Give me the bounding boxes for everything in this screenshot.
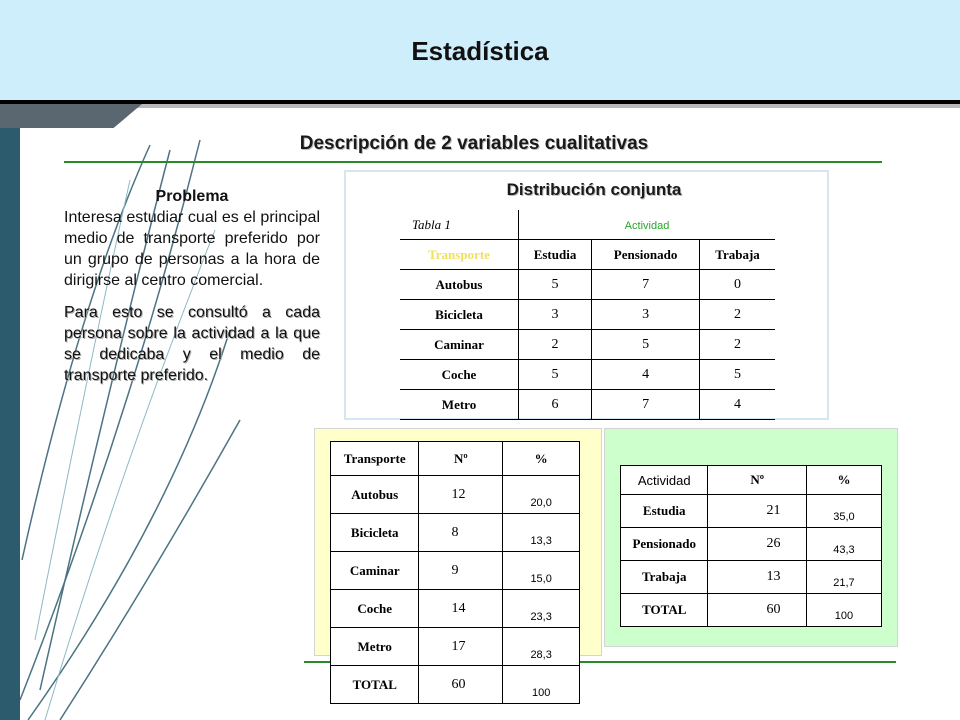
column-header: % bbox=[503, 442, 580, 476]
count-cell: 60 bbox=[708, 594, 806, 627]
joint-distribution-table bbox=[400, 210, 775, 420]
column-group-header bbox=[519, 210, 776, 240]
row-label: Bicicleta bbox=[400, 300, 519, 330]
table-row bbox=[621, 495, 882, 528]
table-row bbox=[621, 561, 882, 594]
problem-title: Problema bbox=[155, 188, 229, 205]
count-cell: 17 bbox=[419, 628, 503, 666]
count-cell: 60 bbox=[419, 666, 503, 704]
percent-cell: 21,7 bbox=[806, 561, 881, 594]
table-cell: 2 bbox=[519, 330, 592, 360]
activity-frequency-table bbox=[620, 465, 882, 627]
table-cell: 2 bbox=[700, 300, 775, 330]
count-cell: 14 bbox=[419, 590, 503, 628]
count-cell: 9 bbox=[419, 552, 503, 590]
table-cell: 5 bbox=[700, 360, 775, 390]
actividad-label: Actividad bbox=[624, 219, 670, 232]
column-header: Trabaja bbox=[700, 240, 775, 270]
table-row bbox=[621, 466, 882, 495]
row-header-transporte: Transporte bbox=[400, 240, 519, 270]
table-cell: 2 bbox=[700, 330, 775, 360]
transport-frequency-table bbox=[330, 441, 580, 704]
table-row bbox=[400, 360, 775, 390]
row-label: Metro bbox=[331, 628, 419, 666]
problem-paragraph-1: Interesa estudiar cual es el principal medio de transporte preferido por un grupo de personas a la hora de dirigirse al centro comercial. bbox=[64, 209, 320, 289]
top-rule bbox=[64, 161, 882, 163]
table-row bbox=[331, 476, 580, 514]
table-cell: 7 bbox=[592, 390, 700, 420]
column-header: Transporte bbox=[331, 442, 419, 476]
column-header: Nº bbox=[419, 442, 503, 476]
count-cell: 13 bbox=[708, 561, 806, 594]
curve-4 bbox=[60, 420, 240, 720]
joint-distribution-title: Distribución conjunta bbox=[506, 180, 682, 199]
row-label: Autobus bbox=[331, 476, 419, 514]
table-row bbox=[621, 594, 882, 627]
table-cell: 3 bbox=[592, 300, 700, 330]
percent-cell: 35,0 bbox=[806, 495, 881, 528]
column-header: Actividad bbox=[621, 466, 708, 495]
problem-block bbox=[64, 186, 320, 386]
percent-cell: 20,0 bbox=[503, 476, 580, 514]
column-header: % bbox=[806, 466, 881, 495]
count-cell: 8 bbox=[419, 514, 503, 552]
table-row bbox=[400, 330, 775, 360]
table-cell: 4 bbox=[592, 360, 700, 390]
table-cell: 5 bbox=[519, 270, 592, 300]
count-cell: 26 bbox=[708, 528, 806, 561]
row-label: Bicicleta bbox=[331, 514, 419, 552]
table-cell: 4 bbox=[700, 390, 775, 420]
table-row bbox=[400, 390, 775, 420]
table-row bbox=[331, 514, 580, 552]
row-label: Autobus bbox=[400, 270, 519, 300]
table-row bbox=[621, 528, 882, 561]
percent-cell: 100 bbox=[503, 666, 580, 704]
column-header: Estudia bbox=[519, 240, 592, 270]
row-label: TOTAL bbox=[621, 594, 708, 627]
table-cell: 5 bbox=[592, 330, 700, 360]
row-label: Pensionado bbox=[621, 528, 708, 561]
table-label: Tabla 1 bbox=[400, 210, 519, 240]
table-row bbox=[400, 240, 775, 270]
table-row bbox=[400, 210, 775, 240]
table-row bbox=[400, 300, 775, 330]
percent-cell: 100 bbox=[806, 594, 881, 627]
table-cell: 3 bbox=[519, 300, 592, 330]
table-row bbox=[331, 590, 580, 628]
table-row bbox=[331, 628, 580, 666]
table-cell: 0 bbox=[700, 270, 775, 300]
table-cell: 5 bbox=[519, 360, 592, 390]
table-cell: 6 bbox=[519, 390, 592, 420]
table-row bbox=[400, 270, 775, 300]
row-label: Estudia bbox=[621, 495, 708, 528]
table-row bbox=[331, 666, 580, 704]
percent-cell: 13,3 bbox=[503, 514, 580, 552]
page-title: Estadística bbox=[411, 36, 549, 66]
percent-cell: 23,3 bbox=[503, 590, 580, 628]
row-label: TOTAL bbox=[331, 666, 419, 704]
count-cell: 12 bbox=[419, 476, 503, 514]
problem-paragraph-2: Para esto se consultó a cada persona sobre la actividad a la que se dedicaba y el medio de transporte preferido. bbox=[64, 304, 320, 384]
column-header: Pensionado bbox=[592, 240, 700, 270]
column-header: Nº bbox=[708, 466, 806, 495]
row-label: Caminar bbox=[331, 552, 419, 590]
table-row bbox=[331, 442, 580, 476]
table-row bbox=[331, 552, 580, 590]
table-cell: 7 bbox=[592, 270, 700, 300]
percent-cell: 15,0 bbox=[503, 552, 580, 590]
section-subtitle: Descripción de 2 variables cualitativas bbox=[299, 133, 649, 154]
percent-cell: 28,3 bbox=[503, 628, 580, 666]
row-label: Trabaja bbox=[621, 561, 708, 594]
row-label: Caminar bbox=[400, 330, 519, 360]
row-label: Coche bbox=[331, 590, 419, 628]
count-cell: 21 bbox=[708, 495, 806, 528]
row-label: Coche bbox=[400, 360, 519, 390]
row-label: Metro bbox=[400, 390, 519, 420]
percent-cell: 43,3 bbox=[806, 528, 881, 561]
